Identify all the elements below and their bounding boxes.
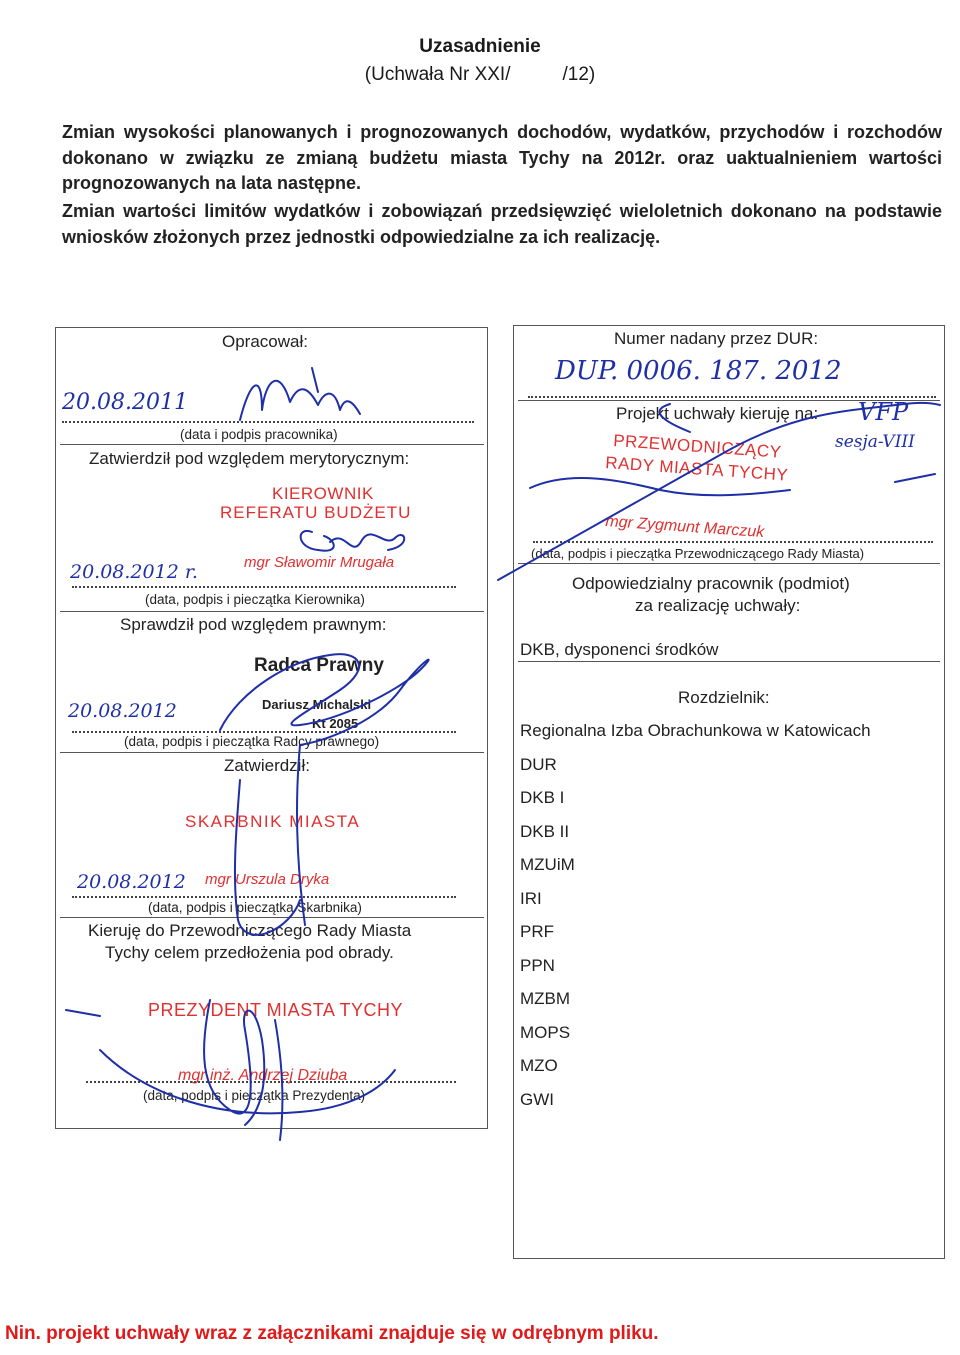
legal-check-label: Sprawdził pod względem prawnym: (120, 615, 387, 634)
justification-paragraph-2: Zmian wartości limitów wydatków i zobowiązań przedsięwzięć wieloletnich dokonano na podstawie wniosków złożonych przez jednostki odpowiedzialne za ich realizację. (62, 201, 942, 247)
signature-preparer (240, 368, 360, 420)
legal-advisor-number: Kt 2085 (312, 716, 359, 731)
treasurer-date: 20.08.2012 (77, 871, 186, 893)
head-stamp-line1: KIEROWNIK (272, 484, 374, 503)
footer-note: Nin. projekt uchwały wraz z załącznikami znajduje się w odrębnym pliku. (5, 1323, 659, 1344)
treasurer-caption: (data, podpis i pieczątka Skarbnika) (148, 900, 362, 915)
legal-date: 20.08.2012 (68, 700, 177, 722)
responsible-label-line1: Odpowiedzialny pracownik (podmiot) (572, 574, 850, 593)
distribution-item: Regionalna Izba Obrachunkowa w Katowicach (520, 721, 871, 740)
document-title: Uzasadnienie (419, 36, 541, 57)
responsible-value: DKB, dysponenci środków (520, 640, 719, 659)
distribution-item: PPN (520, 956, 555, 975)
distribution-item: MOPS (520, 1023, 571, 1042)
head-date: 20.08.2012 r. (70, 561, 198, 583)
distribution-item: DKB I (520, 788, 565, 807)
signature-chairman (498, 403, 940, 580)
treasurer-stamp: SKARBNIK MIASTA (185, 812, 361, 831)
head-caption: (data, podpis i pieczątka Kierownika) (145, 592, 365, 607)
legal-advisor-stamp: Radca Prawny (254, 655, 384, 676)
dur-number-value: DUP. 0006. 187. 2012 (555, 356, 842, 386)
president-stamp: PREZYDENT MIASTA TYCHY (148, 1000, 404, 1020)
chairman-stamp-line2: RADY MIASTA TYCHY (604, 453, 789, 485)
approved-label: Zatwierdził: (224, 756, 310, 775)
distribution-item: MZO (520, 1056, 558, 1075)
substantive-approval-label: Zatwierdził pod względem merytorycznym: (89, 449, 410, 468)
chairman-stamp-line1: PRZEWODNICZĄCY (612, 431, 783, 462)
prepared-caption: (data i podpis pracownika) (180, 427, 338, 442)
distribution-item: MZUiM (520, 855, 575, 874)
distribution-item: DUR (520, 755, 557, 774)
resolution-number-right: /12) (562, 64, 596, 85)
signature-president (66, 1000, 395, 1140)
justification-paragraph-1: Zmian wysokości planowanych i prognozowanych dochodów, wydatków, przychodów i rozchodów dokonano w związku ze zmianą budżetu miasta Tychy na 2012r. oraz uaktualnieniem wartości prognozowanych na lata następne. (62, 122, 942, 193)
forward-to-label: Projekt uchwały kieruję na: (616, 404, 819, 423)
distribution-item: GWI (520, 1090, 554, 1109)
signature-treasurer (235, 745, 305, 935)
president-name: mgr inż. Andrzej Dziuba (178, 1067, 348, 1084)
resolution-number-left: (Uchwała Nr XXI/ (364, 64, 511, 85)
signature-legal (220, 654, 429, 745)
distribution-item: DKB II (520, 822, 570, 841)
distribution-item: MZBM (520, 989, 571, 1008)
prepared-date: 20.08.2011 (62, 390, 188, 415)
forward-text-line2: Tychy celem przedłożenia pod obrady. (105, 943, 394, 962)
session-hand: sesja-VIII (835, 432, 915, 452)
distribution-item: IRI (520, 889, 542, 908)
signature-head (301, 531, 405, 551)
forward-text-line1: Kieruję do Przewodniczącego Rady Miasta (88, 921, 412, 940)
distribution-label: Rozdzielnik: (678, 688, 770, 707)
dur-number-label: Numer nadany przez DUR: (614, 329, 819, 348)
prepared-by-label: Opracował: (222, 332, 308, 351)
president-caption: (data, podpis i pieczątka Prezydenta) (143, 1088, 366, 1103)
forward-to-hand: VFP (858, 398, 909, 426)
head-stamp-line2: REFERATU BUDŻETU (220, 503, 412, 522)
head-name: mgr Sławomir Mrugała (244, 554, 395, 571)
chairman-caption: (data, podpis i pieczątka Przewodniczącego Rady Miasta) (531, 546, 865, 561)
legal-advisor-name: Dariusz Michalski (262, 697, 372, 712)
distribution-item: PRF (520, 922, 554, 941)
chairman-name: mgr Zygmunt Marczuk (604, 513, 765, 542)
responsible-label-line2: za realizację uchwały: (635, 596, 801, 615)
treasurer-name: mgr Urszula Dryka (205, 871, 330, 888)
legal-caption: (data, podpis i pieczątka Radcy prawnego) (124, 734, 380, 749)
